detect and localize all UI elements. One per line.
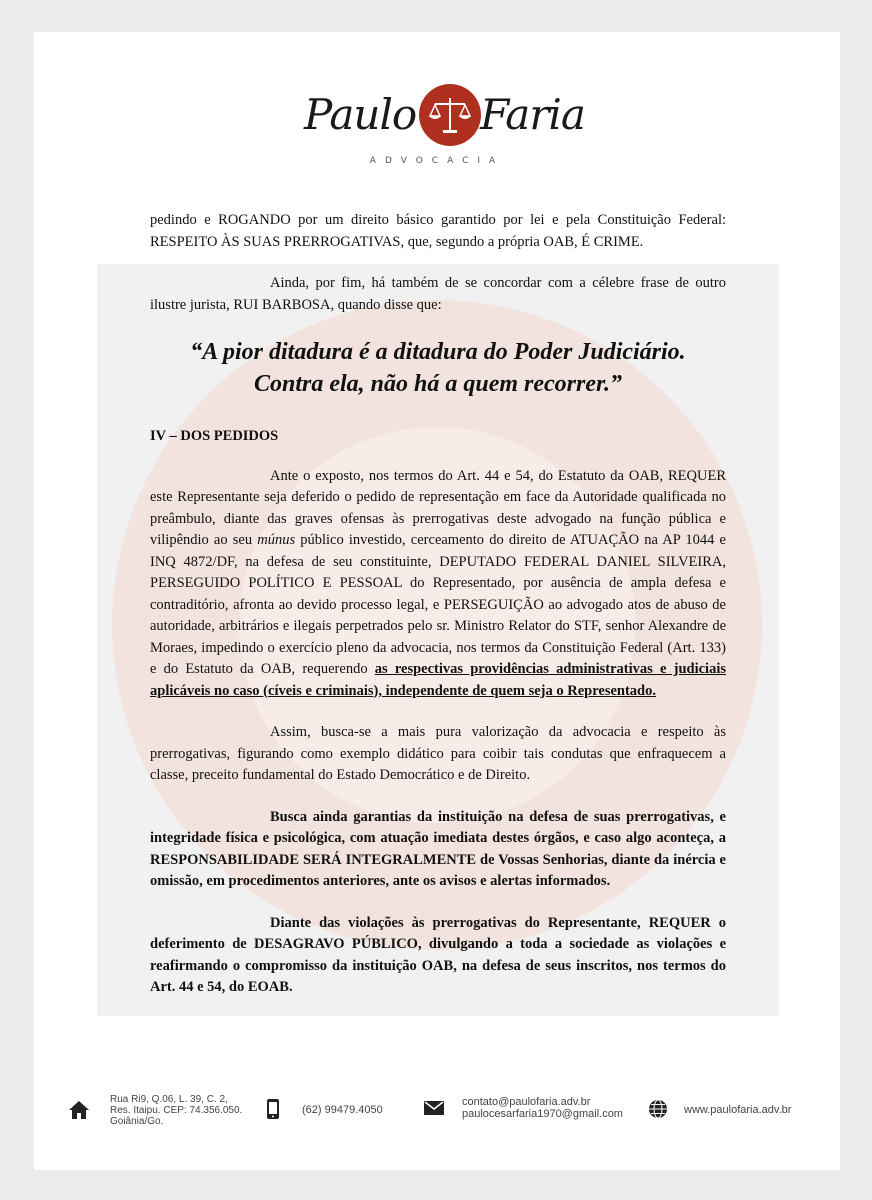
logo-subtitle: ADVOCACIA	[369, 156, 505, 166]
paragraph-1: pedindo e ROGANDO por um direito básico garantido por lei e pela Constituição Federal: RESPEITO ÀS SUAS PRERROGATIVAS, que, segundo a própria OAB, É CRIME.	[150, 212, 726, 250]
quote-line-2: Contra ela, não há a quem recorrer.”	[253, 371, 623, 397]
scales-of-justice-icon	[419, 84, 481, 146]
requested-measures: as respectivas providências administrativas e judiciais aplicáveis no caso (cíveis e criminais), independente de quem seja o Representado.	[150, 661, 726, 699]
globe-icon	[648, 1099, 668, 1119]
quote-line-1: “A pior ditadura é a ditadura do Poder Judiciário.	[190, 339, 686, 365]
paragraph-6: Diante das violações às prerrogativas do Representante, REQUER o deferimento de DESAGRAVO PÚBLICO, divulgando a toda a sociedade as violações e reafirmando o compromisso da instituição OAB, na defesa de seus inscritos, nos termos do Art. 44 e 54, do EOAB.	[150, 914, 726, 995]
phone-number: (62) 99479.4050	[302, 1104, 383, 1116]
document-body	[150, 210, 726, 999]
firm-logo	[34, 72, 840, 172]
paragraph-4: Assim, busca-se a mais pura valorização da advocacia e respeito às prerrogativas, figurando como exemplo didático para coibir tais condutas que enfraquecem a classe, preceito fundamental do Estado Democrático e de Direito.	[150, 724, 726, 783]
document-page	[34, 32, 840, 1170]
logo-name-left: Paulo	[304, 90, 417, 139]
phone-icon	[266, 1098, 280, 1120]
email-addresses: contato@paulofaria.adv.br paulocesarfaria1970@gmail.com	[462, 1096, 623, 1120]
section-title: IV – DOS PEDIDOS	[150, 428, 279, 444]
paragraph-2: Ainda, por fim, há também de se concordar com a célebre frase de outro ilustre jurista, RUI BARBOSA, quando disse que:	[150, 275, 726, 313]
footer	[34, 1084, 840, 1142]
mail-icon	[424, 1101, 444, 1115]
paragraph-3: Ante o exposto, nos termos do Art. 44 e 54, do Estatuto da OAB, REQUER este Representante seja deferido o pedido de representação em face da Autoridade qualificada no preâmbulo, diante das graves ofensas às prerrogativas deste advogado na função pública e vilipêndio ao seu múnus público investido, cerceamento do direito de ATUAÇÃO na AP 1044 e INQ 4872/DF, na defesa de seu constituinte, DEPUTADO FEDERAL DANIEL SILVEIRA, PERSEGUIDO POLÍTICO E PESSOAL do Representado, por ausência de ampla defesa e contraditório, afronta ao devido processo legal, e PERSEGUIÇÃO ao advogado atos de abuso de autoridade, arbitrários e ilegais perpetrados pelo sr. Ministro Relator do STF, senhor Alexandre de Moraes, impedindo o exercício pleno da advocacia, nos termos da Constituição Federal (Art. 133) e do Estatuto da OAB, requerendo as respectivas providências administrativas e judiciais aplicáveis no caso (cíveis e criminais), independente de quem seja o Representado.	[150, 467, 726, 699]
logo-name-right: Faria	[480, 90, 585, 139]
paragraph-5: Busca ainda garantias da instituição na defesa de suas prerrogativas, e integridade física e psicológica, com atuação imediata destes órgãos, e caso algo aconteça, a RESPONSABILIDADE SERÁ INTEGRALMENTE de Vossas Senhorias, diante da inércia e omissão, em procedimentos anteriores, ante os avisos e alertas informados.	[150, 808, 726, 889]
website: www.paulofaria.adv.br	[684, 1104, 792, 1116]
home-icon	[68, 1100, 90, 1120]
quote	[150, 336, 726, 400]
address: Rua Ri9, Q.06, L. 39, C. 2, Res. Itaipu. CEP: 74.356.050. Goiânia/Go.	[110, 1094, 243, 1127]
